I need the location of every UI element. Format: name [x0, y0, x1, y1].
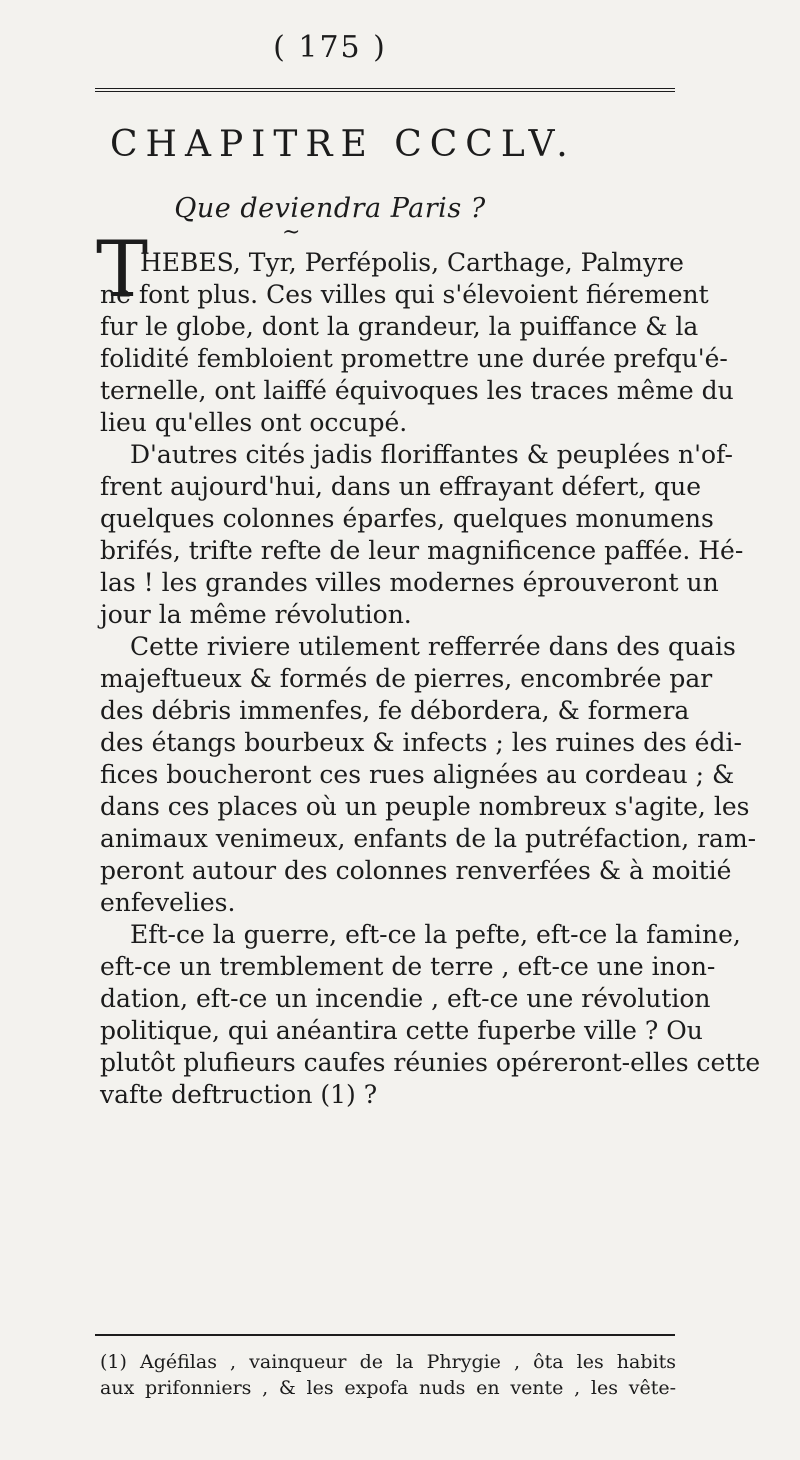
- footnote-rule: [95, 1334, 675, 1336]
- text-line: brifés, trifte refte de leur magnificence paffée. Hé-: [100, 536, 744, 565]
- text-line: des débris immenfes, fe débordera, & formera: [100, 696, 690, 725]
- text-line: fices boucheront ces rues alignées au cordeau ; &: [100, 760, 735, 789]
- footnote-line: aux prifonniers , & les expofa nuds en vente , les vête-: [100, 1377, 676, 1399]
- chapter-title: CHAPITRE CCCLV.: [110, 124, 576, 165]
- text-line: folidité fembloient promettre une durée prefqu'é-: [100, 344, 728, 373]
- header-rule: [95, 88, 675, 94]
- text-line: majeftueux & formés de pierres, encombrée par: [100, 664, 713, 693]
- text-line: ternelle, ont laiffé équivoques les traces même du: [100, 376, 734, 405]
- text-line: dans ces places où un peuple nombreux s'agite, les: [100, 792, 750, 821]
- text-line: HEBES, Tyr, Perfépolis, Carthage, Palmyre: [140, 248, 684, 277]
- text-line: D'autres cités jadis floriffantes & peuplées n'of-: [130, 440, 733, 469]
- drop-cap: T: [96, 225, 149, 315]
- text-line: frent aujourd'hui, dans un effrayant défert, que: [100, 472, 702, 501]
- text-line: jour la même révolution.: [100, 600, 412, 629]
- text-line: politique, qui anéantira cette fuperbe ville ? Ou: [100, 1016, 703, 1045]
- text-line: Cette riviere utilement refferrée dans des quais: [130, 632, 736, 661]
- text-line: ne font plus. Ces villes qui s'élevoient fiérement: [100, 280, 709, 309]
- text-line: enfevelies.: [100, 888, 236, 917]
- text-line: plutôt plufieurs caufes réunies opéreront-elles cette: [100, 1048, 761, 1077]
- text-line: Eft-ce la guerre, eft-ce la pefte, eft-ce la famine,: [130, 920, 741, 949]
- text-line: animaux venimeux, enfants de la putréfaction, ram-: [100, 824, 757, 853]
- text-line: peront autour des colonnes renverfées & à moitié: [100, 856, 732, 885]
- text-line: lieu qu'elles ont occupé.: [100, 408, 408, 437]
- footnote-line: (1) Agéfilas , vainqueur de la Phrygie , ôta les habits: [100, 1351, 676, 1373]
- text-line: fur le globe, dont la grandeur, la puiffance & la: [100, 312, 699, 341]
- text-line: des étangs bourbeux & infects ; les ruines des édi-: [100, 728, 742, 757]
- page-number: ( 175 ): [273, 30, 387, 65]
- text-line: eft-ce un tremblement de terre , eft-ce une inon-: [100, 952, 716, 981]
- ornament-tilde: ~: [282, 220, 301, 245]
- text-line: dation, eft-ce un incendie , eft-ce une révolution: [100, 984, 711, 1013]
- text-line: vafte deftruction (1) ?: [100, 1080, 378, 1109]
- text-line: las ! les grandes villes modernes éprouveront un: [100, 568, 719, 597]
- text-line: quelques colonnes éparfes, quelques monumens: [100, 504, 714, 533]
- chapter-subtitle: Que deviendra Paris ?: [174, 193, 486, 224]
